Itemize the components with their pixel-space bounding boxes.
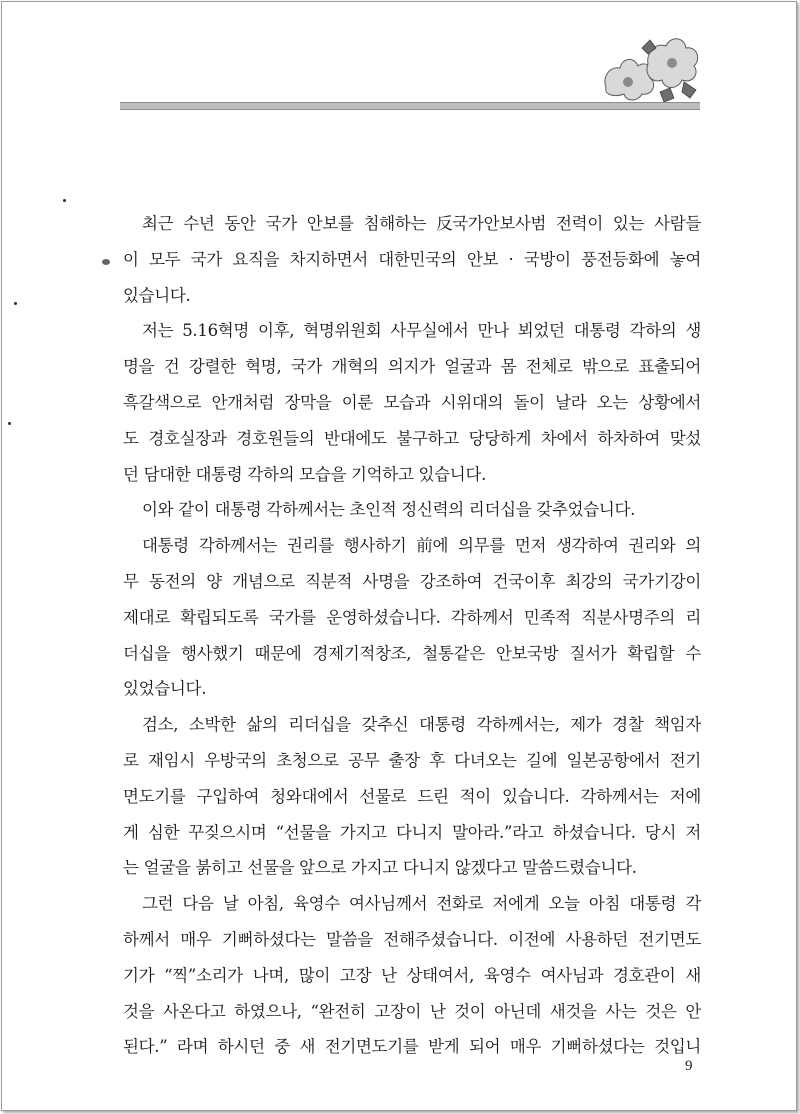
text-line: 도 경호실장과 경호원들의 반대에도 불구하고 당당하게 차에서 하차하여 맞섰 (123, 428, 701, 448)
text-line: 로 재임시 우방국의 초청으로 공무 출장 후 다녀오는 길에 일본공항에서 전기 (123, 750, 701, 770)
text-line: 면도기를 구입하여 청와대에서 선물로 드린 적이 있습니다. 각하께서는 저에 (123, 786, 701, 806)
text-line: 무 동전의 양 개념으로 직분적 사명을 강조하여 건국이후 최강의 국가기강이 (123, 571, 701, 591)
scan-speck (63, 199, 66, 202)
text-line: 던 담대한 대통령 각하의 모습을 기억하고 있습니다. (123, 464, 487, 484)
hibiscus-flower-ornament (598, 28, 702, 104)
text-line: 흑갈색으로 안개처럼 장막을 이룬 모습과 시위대의 돌이 날라 오는 상황에서 (123, 392, 701, 412)
text-line: 그런 다음 날 아침, 육영수 여사님께서 전화로 저에게 오늘 아침 대통령 각 (142, 894, 701, 914)
text-line: 기가 “찍”소리가 나며, 많이 고장 난 상태여서, 육영수 여사님과 경호관이 새 (123, 965, 701, 985)
text-line: 된다.” 라며 하시던 중 새 전기면도기를 받게 되어 매우 기뻐하셨다는 것입니 (123, 1037, 701, 1057)
scan-speck (102, 259, 110, 265)
text-line: 최근 수년 동안 국가 안보를 침해하는 反국가안보사범 전력이 있는 사람들 (142, 214, 701, 233)
text-line: 게 심한 꾸짖으시며 “선물을 가지고 다니지 말아라.”라고 하셨습니다. 당시 저 (123, 822, 701, 842)
text-line: 하께서 매우 기뻐하셨다는 말씀을 전해주셨습니다. 이전에 사용하던 전기면도 (123, 929, 701, 949)
text-line: 더십을 행사했기 때문에 경제기적창조, 철통같은 안보국방 질서가 확립할 수 (123, 643, 701, 663)
text-line: 이 모두 국가 요직을 차지하면서 대한민국의 안보 · 국방이 풍전등화에 놓여 (123, 249, 701, 269)
text-line: 저는 5.16혁명 이후, 혁명위원회 사무실에서 만나 뵈었던 대통령 각하의 생 (142, 321, 701, 341)
text-line: 있습니다. (123, 285, 191, 305)
text-line: 는 얼굴을 붉히고 선물을 앞으로 가지고 다니지 않겠다고 말씀드렸습니다. (123, 858, 637, 878)
scan-speck (8, 422, 11, 425)
text-line: 있었습니다. (123, 679, 207, 699)
body-text (123, 206, 701, 1065)
header-divider (120, 102, 700, 110)
text-line: 이와 같이 대통령 각하께서는 초인적 정신력의 리더십을 갖추었습니다. (142, 500, 636, 520)
text-line: 것을 사온다고 하였으나, “완전히 고장이 난 것이 아닌데 새것을 사는 것은 안 (123, 1001, 701, 1021)
page-number: 9 (685, 1058, 693, 1074)
text-line: 대통령 각하께서는 권리를 행사하기 前에 의무를 먼저 생각하여 권리와 의 (142, 536, 701, 556)
text-line: 검소, 소박한 삶의 리더십을 갖추신 대통령 각하께서는, 제가 경찰 책임자 (142, 715, 701, 735)
text-line: 제대로 확립되도록 국가를 운영하셨습니다. 각하께서 민족적 직분사명주의 리 (123, 607, 701, 627)
page (1, 1, 797, 1111)
text-line: 명을 건 강렬한 혁명, 국가 개혁의 의지가 얼굴과 몸 전체로 밖으로 표출되어 (123, 357, 701, 377)
scan-speck (14, 302, 17, 305)
